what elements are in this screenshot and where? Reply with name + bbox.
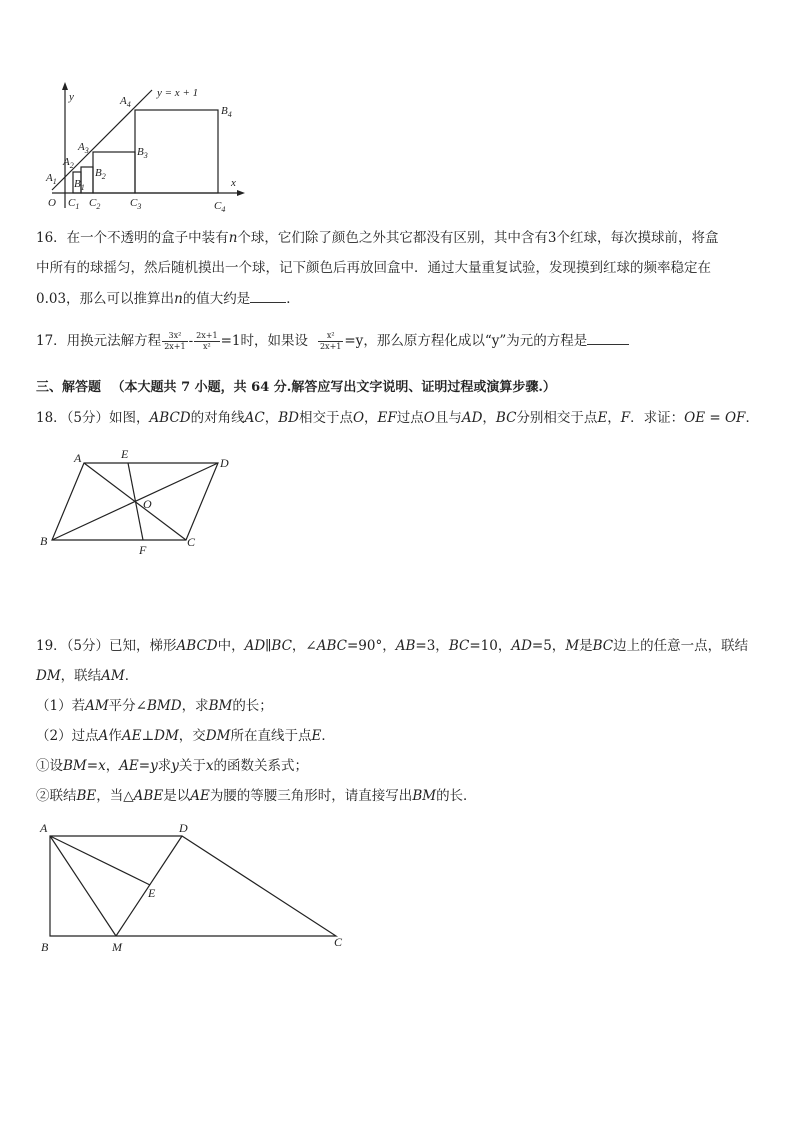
q16-var-n-2: n bbox=[174, 291, 183, 307]
q19-p2-dm: DM bbox=[205, 728, 231, 744]
q19-bc2: BC bbox=[592, 638, 614, 654]
q19-p2-text-c: ，交 bbox=[178, 728, 206, 744]
label-B: B bbox=[40, 534, 48, 548]
label-O: O bbox=[143, 497, 152, 511]
q18-o: O bbox=[352, 410, 365, 426]
q16-line-3 bbox=[36, 288, 766, 309]
q19-s1-y: y bbox=[150, 758, 158, 774]
q18-text-j: ， bbox=[607, 410, 621, 426]
q19-s1-x2: x bbox=[205, 758, 214, 774]
trapezoid-abcd bbox=[50, 836, 336, 936]
q19-s2-text-a: ②联结 bbox=[36, 788, 77, 804]
q19-ad: AD bbox=[511, 638, 532, 654]
axis-x-label: x bbox=[231, 177, 236, 189]
q19-s1-eq-2: = bbox=[138, 758, 151, 774]
q19-text-1a: 19．（5分）已知，梯形 bbox=[36, 638, 177, 654]
q19-s2-text-b: ，当△ bbox=[96, 788, 134, 804]
q19-s1-comma: ， bbox=[105, 758, 120, 774]
q19-text-1d: =90°， bbox=[346, 638, 396, 654]
q19-dm: DM bbox=[36, 668, 61, 684]
q17-answer-blank[interactable] bbox=[587, 330, 629, 345]
q19-s1-text-f: 关于 bbox=[178, 758, 206, 774]
q19-p1-bm: BM bbox=[208, 698, 233, 714]
q19-sub-2 bbox=[36, 786, 766, 806]
q18-ad: AD bbox=[461, 410, 483, 426]
label-F: F bbox=[139, 543, 147, 557]
trapezoid-figure bbox=[36, 818, 356, 958]
q19-s1-text-a: ①设 bbox=[36, 758, 63, 774]
q19-part-1 bbox=[36, 696, 766, 716]
q18-text-f: 过点 bbox=[396, 410, 424, 426]
section-3-title: 三、解答题 bbox=[36, 380, 102, 395]
q18-text-b: 的对角线 bbox=[190, 410, 245, 426]
x-axis-arrow bbox=[237, 190, 245, 196]
q19-text-1g: =5， bbox=[531, 638, 566, 654]
y-axis-arrow bbox=[62, 82, 68, 90]
label-M: M bbox=[112, 940, 122, 954]
q19-p2-A: A bbox=[98, 728, 109, 744]
q18-text-l: ． bbox=[745, 410, 759, 426]
q19-s2-be: BE bbox=[76, 788, 97, 804]
point-B4: $B_4$ bbox=[221, 105, 232, 119]
q18-text-c: ， bbox=[264, 410, 279, 426]
q19-p2-text-d: 所在直线于点 bbox=[230, 728, 312, 744]
staircase-figure bbox=[40, 80, 260, 215]
q19-s1-eq-1: = bbox=[86, 758, 99, 774]
q18-line bbox=[36, 408, 766, 428]
q19-s1-bm: BM bbox=[63, 758, 87, 774]
q19-s2-text-d: 为腰的等腰三角形时，请直接写出 bbox=[209, 788, 413, 804]
q17-line bbox=[36, 324, 766, 358]
q19-s1-y2: y bbox=[171, 758, 179, 774]
q19-s2-text-c: 是以 bbox=[163, 788, 191, 804]
q19-text-1f: =10， bbox=[469, 638, 512, 654]
q16-text-1b: 个球，它们除了颜色之外其它都没有区别，其中含有3个红球，每次摸球前，将盒 bbox=[237, 230, 719, 246]
q19-text-2d: ． bbox=[124, 668, 139, 684]
q19-line-2 bbox=[36, 666, 766, 686]
q16-answer-blank[interactable] bbox=[250, 288, 286, 303]
q19-text-2b: ，联结 bbox=[60, 668, 102, 684]
q19-s1-x: x bbox=[98, 758, 106, 774]
segment-ef bbox=[128, 463, 143, 540]
q19-m: M bbox=[565, 638, 580, 654]
q16-text-3a: 0.03，那么可以推算出 bbox=[36, 291, 175, 307]
q16-var-n: n bbox=[228, 230, 238, 246]
q19-sub-1 bbox=[36, 756, 766, 776]
q17-fraction-1: $\frac{\text{3x²}}{2x+1}$ bbox=[164, 331, 186, 351]
q19-s2-abe: ABE bbox=[133, 788, 164, 804]
q16-line-1 bbox=[36, 228, 766, 248]
q19-s2-ae: AE bbox=[190, 788, 210, 804]
q19-p1-text-c: ，求 bbox=[181, 698, 209, 714]
q18-text-e: ， bbox=[364, 410, 378, 426]
label-D: D bbox=[179, 821, 188, 835]
q19-p2-text-b: 作 bbox=[108, 728, 122, 744]
label-A: A bbox=[74, 451, 82, 465]
q19-text-1h: 是 bbox=[579, 638, 593, 654]
q18-equation: OE = OF bbox=[684, 410, 746, 426]
q17-fraction-2: $\frac{2x+1}{\text{x²}}$ bbox=[196, 331, 218, 351]
q18-bc: BC bbox=[495, 410, 517, 426]
point-C1: $C_1$ bbox=[68, 197, 80, 211]
q19-s1-text-g: 的函数关系式； bbox=[213, 758, 309, 774]
q19-text-1e: =3， bbox=[415, 638, 449, 654]
q19-s1-text-e: 求 bbox=[157, 758, 172, 774]
q18-ef: EF bbox=[377, 410, 397, 426]
point-A2: $A_2$ bbox=[63, 156, 74, 170]
q18-E: E bbox=[597, 410, 608, 426]
section-3-note: （本大题共 7 小题，共 64 分.解答应写出文字说明、证明过程或演算步骤.） bbox=[111, 380, 556, 395]
point-B1: $B_1$ bbox=[74, 178, 85, 192]
point-C4: $C_4$ bbox=[214, 200, 226, 214]
point-B3: $B_3$ bbox=[137, 146, 148, 160]
q19-p1-text-a: （1）若 bbox=[36, 698, 86, 714]
q19-line-1 bbox=[36, 636, 766, 656]
q18-text-h: ， bbox=[482, 410, 496, 426]
point-A1: $A_1$ bbox=[46, 172, 57, 186]
q17-text-b: =1时，如果设 bbox=[220, 333, 308, 349]
q18-text-k: ．求证： bbox=[630, 410, 685, 426]
q19-part-2 bbox=[36, 726, 766, 746]
q18-bd: BD bbox=[278, 410, 299, 426]
q18-F: F bbox=[620, 410, 631, 426]
label-A: A bbox=[40, 821, 48, 835]
point-C3: $C_3$ bbox=[130, 197, 142, 211]
point-B2: $B_2$ bbox=[95, 167, 106, 181]
point-A4: $A_4$ bbox=[120, 95, 131, 109]
q16-text-3b: 的值大约是 bbox=[182, 291, 251, 307]
q18-text-a: 18．（5分）如图， bbox=[36, 410, 150, 426]
q19-p2-text-a: （2）过点 bbox=[36, 728, 99, 744]
q19-text-1c: ，∠ bbox=[291, 638, 317, 654]
q19-s2-text-e: 的长． bbox=[436, 788, 477, 804]
line-label: y = x + 1 bbox=[157, 87, 199, 99]
label-E: E bbox=[121, 447, 129, 461]
q16-line-2 bbox=[36, 258, 766, 278]
label-C: C bbox=[334, 935, 343, 949]
q19-abcd: ABCD bbox=[176, 638, 218, 654]
q19-ab: AB bbox=[395, 638, 416, 654]
q19-p1-am: AM bbox=[85, 698, 109, 714]
q19-text-1i: 边上的任意一点，联结 bbox=[613, 638, 749, 654]
label-C: C bbox=[187, 535, 196, 549]
label-D: D bbox=[220, 456, 229, 470]
q19-p1-text-d: 的长； bbox=[232, 698, 273, 714]
point-C2: $C_2$ bbox=[89, 197, 101, 211]
q18-abcd: ABCD bbox=[149, 410, 191, 426]
q19-s2-bm: BM bbox=[412, 788, 437, 804]
label-B: B bbox=[41, 940, 49, 954]
q18-text-d: 相交于点 bbox=[298, 410, 353, 426]
q18-o2: O bbox=[423, 410, 435, 426]
parallelogram-figure bbox=[36, 445, 236, 560]
q18-ac: AC bbox=[244, 410, 265, 426]
origin-label: O bbox=[48, 197, 56, 209]
q19-p2-text-e: ． bbox=[321, 728, 335, 744]
q19-s1-ae: AE bbox=[119, 758, 139, 774]
q19-abc: ABC bbox=[316, 638, 347, 654]
segment-am bbox=[50, 836, 116, 936]
q19-p1-text-b: 平分∠ bbox=[108, 698, 147, 714]
q19-text-1b: 中， bbox=[217, 638, 245, 654]
label-E: E bbox=[148, 886, 156, 900]
q19-am: AM bbox=[101, 668, 125, 684]
q17-text-c: =y，那么原方程化成以“y”为元的方程是 bbox=[344, 333, 588, 349]
q19-p2-E: E bbox=[311, 728, 322, 744]
q17-text-a: 17．用换元法解方程 bbox=[36, 333, 162, 349]
section-3-heading bbox=[36, 378, 766, 398]
segment-ae bbox=[50, 836, 150, 885]
point-A3: $A_3$ bbox=[78, 141, 89, 155]
q16-text-3c: ． bbox=[286, 291, 300, 307]
q17-fraction-3: $\frac{\text{x²}}{2x+1}$ bbox=[319, 331, 342, 351]
q18-text-g: 且与 bbox=[434, 410, 462, 426]
q19-bc: BC bbox=[448, 638, 470, 654]
q19-parallel: AD∥BC bbox=[244, 638, 292, 654]
q19-p1-bmd: BMD bbox=[146, 698, 182, 714]
q16-text-2: 中所有的球摇匀，然后随机摸出一个球，记下颜色后再放回盒中．通过大量重复试验，发现摸到红球的频率稳定在 bbox=[36, 260, 711, 276]
axis-y-label: y bbox=[69, 91, 74, 103]
q18-text-i: 分别相交于点 bbox=[516, 410, 598, 426]
q19-p2-ae-perp-dm: AE⊥DM bbox=[121, 728, 179, 744]
q17-minus: - bbox=[188, 333, 194, 349]
q16-text-1: 16．在一个不透明的盒子中装有 bbox=[36, 230, 229, 246]
